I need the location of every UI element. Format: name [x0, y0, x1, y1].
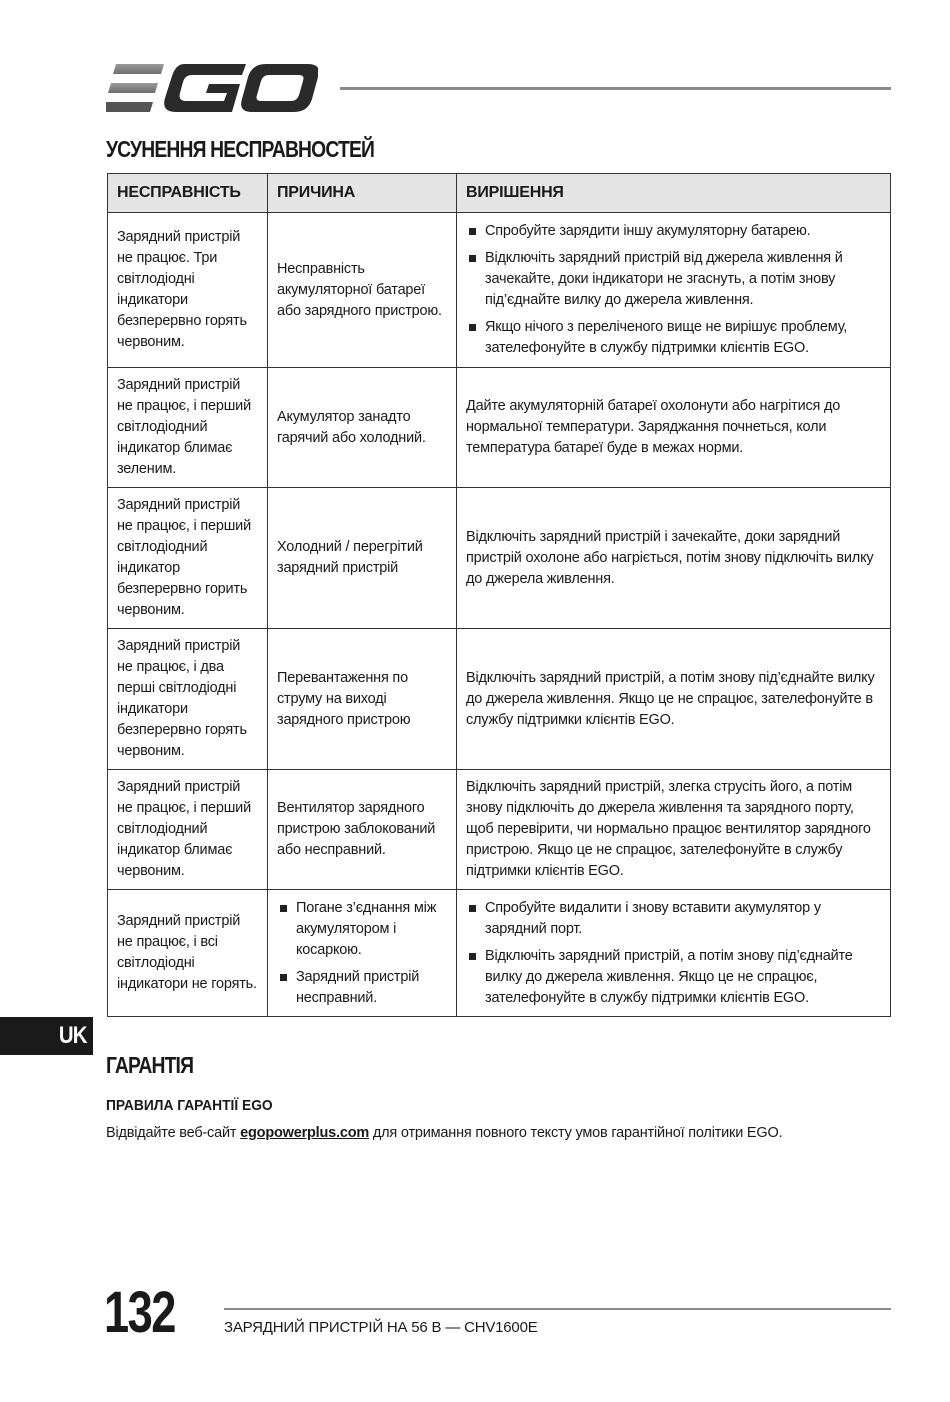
- cause-list: [277, 898, 447, 1009]
- problem-cell: Зарядний пристрій не працює, і перший світлодіодний індикатор блимає зеленим.: [108, 368, 268, 488]
- solution-list: [466, 898, 881, 1009]
- table-row: [108, 890, 891, 1017]
- ego-logo-icon: [106, 62, 318, 114]
- table-row: [108, 629, 891, 770]
- cause-cell: Акумулятор занадто гарячий або холодний.: [268, 368, 457, 488]
- problem-cell: Зарядний пристрій не працює. Три світлодіодні індикатори безперервно горять червоним.: [108, 213, 268, 368]
- problem-cell: Зарядний пристрій не працює, і два перші світлодіодні індикатори безперервно горять червоним.: [108, 629, 268, 770]
- list-item: Спробуйте видалити і знову вставити акумулятор у зарядний порт.: [466, 898, 881, 940]
- solution-cell: Дайте акумуляторній батареї охолонути або нагрітися до нормальної температури. Заряджання почнеться, коли температура батареї буде в межах норми.: [457, 368, 891, 488]
- solution-cell: [457, 890, 891, 1017]
- list-item: Спробуйте зарядити іншу акумуляторну батарею.: [466, 221, 881, 242]
- language-tab: [0, 1017, 93, 1055]
- cause-cell: Холодний / перегрітий зарядний пристрій: [268, 488, 457, 629]
- problem-cell: Зарядний пристрій не працює, і всі світлодіодні індикатори не горять.: [108, 890, 268, 1017]
- header-rule: [340, 87, 891, 90]
- table-header-row: [108, 174, 891, 213]
- solution-cell: [457, 213, 891, 368]
- footer-text: ЗАРЯДНИЙ ПРИСТРІЙ НА 56 В — CHV1600E: [224, 1319, 538, 1336]
- cause-cell: Несправність акумуляторної батареї або зарядного пристрою.: [268, 213, 457, 368]
- table-row: [108, 368, 891, 488]
- page-number: 132: [104, 1280, 175, 1345]
- list-item: Зарядний пристрій несправний.: [277, 967, 447, 1009]
- warranty-text-before: Відвідайте веб-сайт: [106, 1125, 241, 1141]
- table-row: [108, 213, 891, 368]
- footer-rule: [224, 1308, 891, 1310]
- warranty-text: [106, 1125, 782, 1141]
- language-tab-label: UK: [59, 1022, 87, 1049]
- cause-cell: Перевантаження по струму на виході зарядного пристрою: [268, 629, 457, 770]
- header-cause: ПРИЧИНА: [268, 174, 457, 213]
- solution-list: [466, 221, 881, 359]
- table-row: [108, 770, 891, 890]
- table-row: [108, 488, 891, 629]
- cause-cell: Вентилятор зарядного пристрою заблокований або несправний.: [268, 770, 457, 890]
- list-item: Якщо нічого з переліченого вище не вирішує проблему, зателефонуйте в службу підтримки клієнтів EGO.: [466, 317, 881, 359]
- solution-cell: Відключіть зарядний пристрій, а потім знову під’єднайте вилку до джерела живлення. Якщо це не спрацює, зателефонуйте в службу підтримки клієнтів EGO.: [457, 629, 891, 770]
- header-problem: НЕСПРАВНІСТЬ: [108, 174, 268, 213]
- solution-cell: Відключіть зарядний пристрій і зачекайте, доки зарядний пристрій охолоне або нагріється, потім знову підключіть вилку до джерела живлення.: [457, 488, 891, 629]
- solution-cell: Відключіть зарядний пристрій, злегка струсіть його, а потім знову підключіть до джерела живлення та зарядного порту, щоб перевірити, чи нормально працює вентилятор зарядного пристрою. Якщо це не спрацює, зателефонуйте в службу підтримки клієнтів EGO.: [457, 770, 891, 890]
- troubleshooting-table: [107, 173, 891, 1017]
- list-item: Відключіть зарядний пристрій від джерела живлення й зачекайте, доки індикатори не згаснуть, а потім знову під’єднайте вилку до джерела живлення.: [466, 248, 881, 311]
- warranty-title: ГАРАНТІЯ: [106, 1052, 194, 1078]
- warranty-link[interactable]: egopowerplus.com: [240, 1125, 370, 1141]
- warranty-subtitle: ПРАВИЛА ГАРАНТІЇ EGO: [106, 1097, 273, 1114]
- warranty-text-after: для отримання повного тексту умов гарантійної політики EGO.: [369, 1125, 783, 1141]
- header-solution: ВИРІШЕННЯ: [457, 174, 891, 213]
- list-item: Відключіть зарядний пристрій, а потім знову під’єднайте вилку до джерела живлення. Якщо це не спрацює, зателефонуйте в службу підтримки клієнтів EGO.: [466, 946, 881, 1009]
- problem-cell: Зарядний пристрій не працює, і перший світлодіодний індикатор блимає червоним.: [108, 770, 268, 890]
- problem-cell: Зарядний пристрій не працює, і перший світлодіодний індикатор безперервно горить червоним.: [108, 488, 268, 629]
- ego-logo: [106, 62, 318, 114]
- cause-cell: [268, 890, 457, 1017]
- troubleshooting-title: УСУНЕННЯ НЕСПРАВНОСТЕЙ: [106, 136, 375, 162]
- list-item: Погане з’єднання між акумулятором і косаркою.: [277, 898, 447, 961]
